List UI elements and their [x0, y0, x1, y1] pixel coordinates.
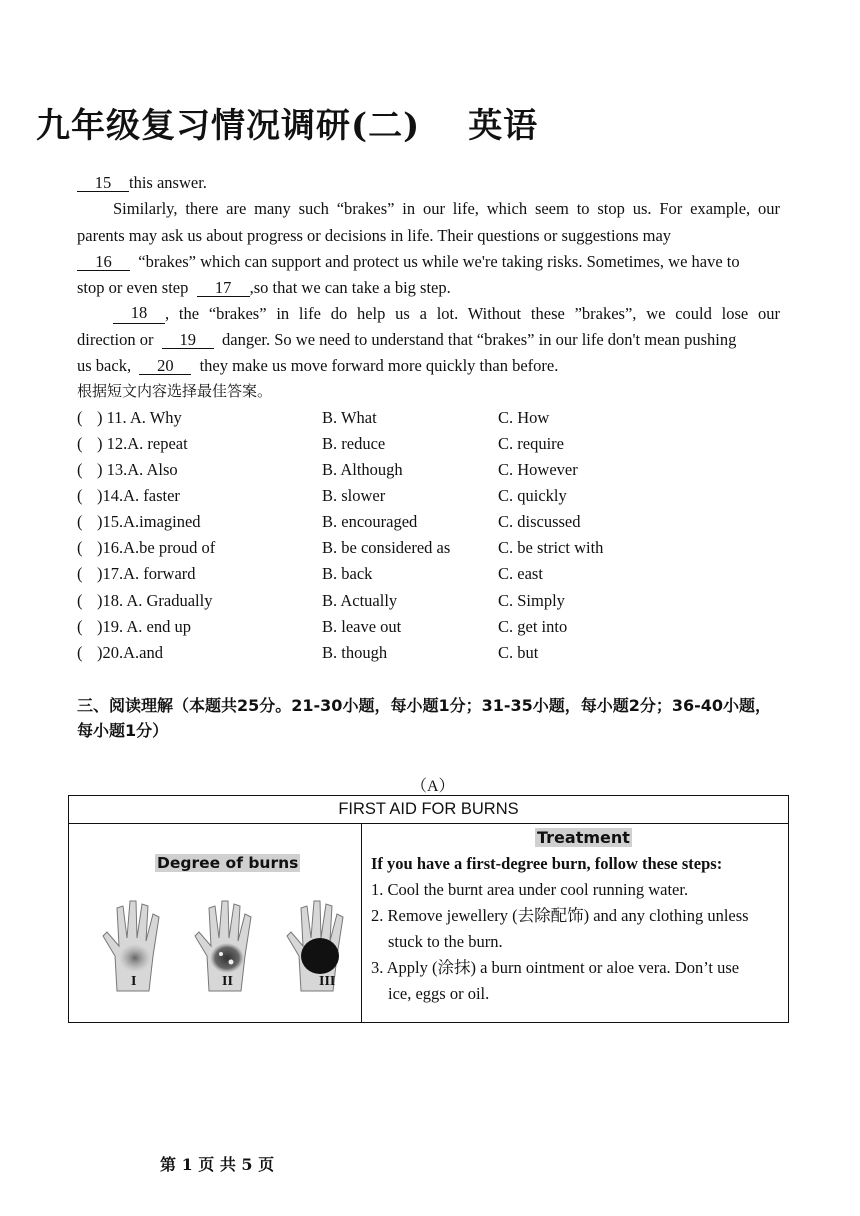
subject-text: 英语 [468, 106, 539, 146]
degree-heading-text: Degree of burns [157, 854, 299, 872]
passage-text: ,so that we can take a big step. [249, 278, 451, 297]
treatment-step-2-cont: stuck to the burn. [388, 932, 503, 951]
option-c: C. However [498, 460, 578, 479]
first-aid-table [68, 795, 789, 1023]
option-a: )16.A.be proud of [97, 538, 216, 557]
answer-paren: ( [77, 512, 83, 531]
option-c: C. but [498, 643, 539, 662]
option-a: ) 13.A. Also [97, 460, 178, 479]
passage-text: “brakes” which can support and protect us while we're taking risks. Sometimes, we have to [138, 252, 740, 271]
passage-text: direction or [77, 330, 154, 349]
treatment-heading-text: Treatment [537, 828, 630, 847]
treatment-step-1: 1. Cool the burnt area under cool running water. [371, 880, 689, 899]
passage-text: they make us move forward more quickly than before. [199, 356, 559, 375]
page-footer: 第 1 页 共 5 页 [160, 1155, 275, 1174]
treatment-step-3: 3. Apply (涂抹) a burn ointment or aloe vera. Don’t use [371, 958, 740, 977]
answer-paren: ( [77, 591, 83, 610]
hand-label-3: III [319, 974, 336, 989]
option-c: C. east [498, 564, 543, 583]
passage-text: danger. So we need to understand that “brakes” in our life don't mean pushing [222, 330, 737, 349]
answer-paren: ( [77, 564, 83, 583]
passage-text: this answer. [129, 173, 207, 192]
answer-paren: ( [77, 643, 83, 662]
option-b: B. What [322, 408, 377, 427]
option-b: B. reduce [322, 434, 386, 453]
treatment-intro: If you have a first-degree burn, follow these steps: [371, 854, 723, 873]
option-c: C. be strict with [498, 538, 604, 557]
option-c: C. quickly [498, 486, 567, 505]
option-b: B. back [322, 564, 373, 583]
option-c: C. discussed [498, 512, 581, 531]
answer-paren: ( [77, 408, 83, 427]
passage-line-2: Similarly, there are many such “brakes” in our life, which seem to stop us. For example, our [113, 199, 780, 218]
passage-line-6 [113, 304, 780, 324]
option-a: )20.A.and [97, 643, 163, 662]
answer-paren: ( [77, 434, 83, 453]
option-b: B. be considered as [322, 538, 451, 557]
hand-label-1: I [131, 974, 137, 989]
title-text: 九年级复习情况调研(二) [36, 106, 421, 146]
passage-line-7 [77, 330, 736, 350]
blank-19: 19 [162, 331, 214, 349]
blank-18: 18 [113, 304, 165, 324]
option-b: B. leave out [322, 617, 402, 636]
option-b: B. Actually [322, 591, 398, 610]
passage-text: , the “brakes” in life do help us a lot. Without these ”brakes”, we could lose our [165, 304, 780, 323]
passage-line-3: parents may ask us about progress or decisions in life. Their questions or suggestions may [77, 226, 672, 245]
option-a: ) 11. A. Why [97, 408, 182, 427]
blank-15: 15 [77, 174, 129, 192]
option-a: )19. A. end up [97, 617, 191, 636]
option-b: B. slower [322, 486, 386, 505]
passage-text: us back, [77, 356, 132, 375]
instruction: 根据短文内容选择最佳答案。 [77, 382, 273, 400]
option-c: C. get into [498, 617, 568, 636]
option-a: )15.A.imagined [97, 512, 201, 531]
answer-paren: ( [77, 538, 83, 557]
part-a-label: （A） [411, 778, 455, 795]
passage-line-1 [77, 173, 207, 193]
passage-line-4 [77, 252, 740, 272]
blank-16: 16 [77, 253, 130, 271]
option-b: B. though [322, 643, 388, 662]
option-a: )17.A. forward [97, 564, 196, 583]
option-b: B. Although [322, 460, 403, 479]
table-title: FIRST AID FOR BURNS [69, 796, 788, 824]
passage-line-5 [77, 278, 451, 298]
blank-17: 17 [197, 279, 250, 297]
passage-text: stop or even step [77, 278, 189, 297]
degree-heading [155, 854, 300, 872]
answer-paren: ( [77, 486, 83, 505]
treatment-step-3-cont: ice, eggs or oil. [388, 984, 490, 1003]
option-a: ) 12.A. repeat [97, 434, 188, 453]
option-a: )14.A. faster [97, 486, 180, 505]
answer-paren: ( [77, 460, 83, 479]
blank-20: 20 [139, 357, 191, 375]
option-c: C. require [498, 434, 564, 453]
treatment-step-2: 2. Remove jewellery (去除配饰) and any clothing unless [371, 906, 749, 925]
treatment-heading [535, 828, 632, 847]
option-a: )18. A. Gradually [97, 591, 213, 610]
column-divider [361, 823, 362, 1022]
passage-line-8 [77, 356, 558, 376]
section-heading: 三、阅读理解（本题共25分。21-30小题，每小题1分；31-35小题，每小题2分；36-40小题，每小题1分） [77, 696, 772, 740]
option-b: B. encouraged [322, 512, 418, 531]
answer-paren: ( [77, 617, 83, 636]
option-c: C. How [498, 408, 550, 427]
option-c: C. Simply [498, 591, 565, 610]
page-title [36, 98, 538, 147]
hand-label-2: II [222, 974, 233, 989]
